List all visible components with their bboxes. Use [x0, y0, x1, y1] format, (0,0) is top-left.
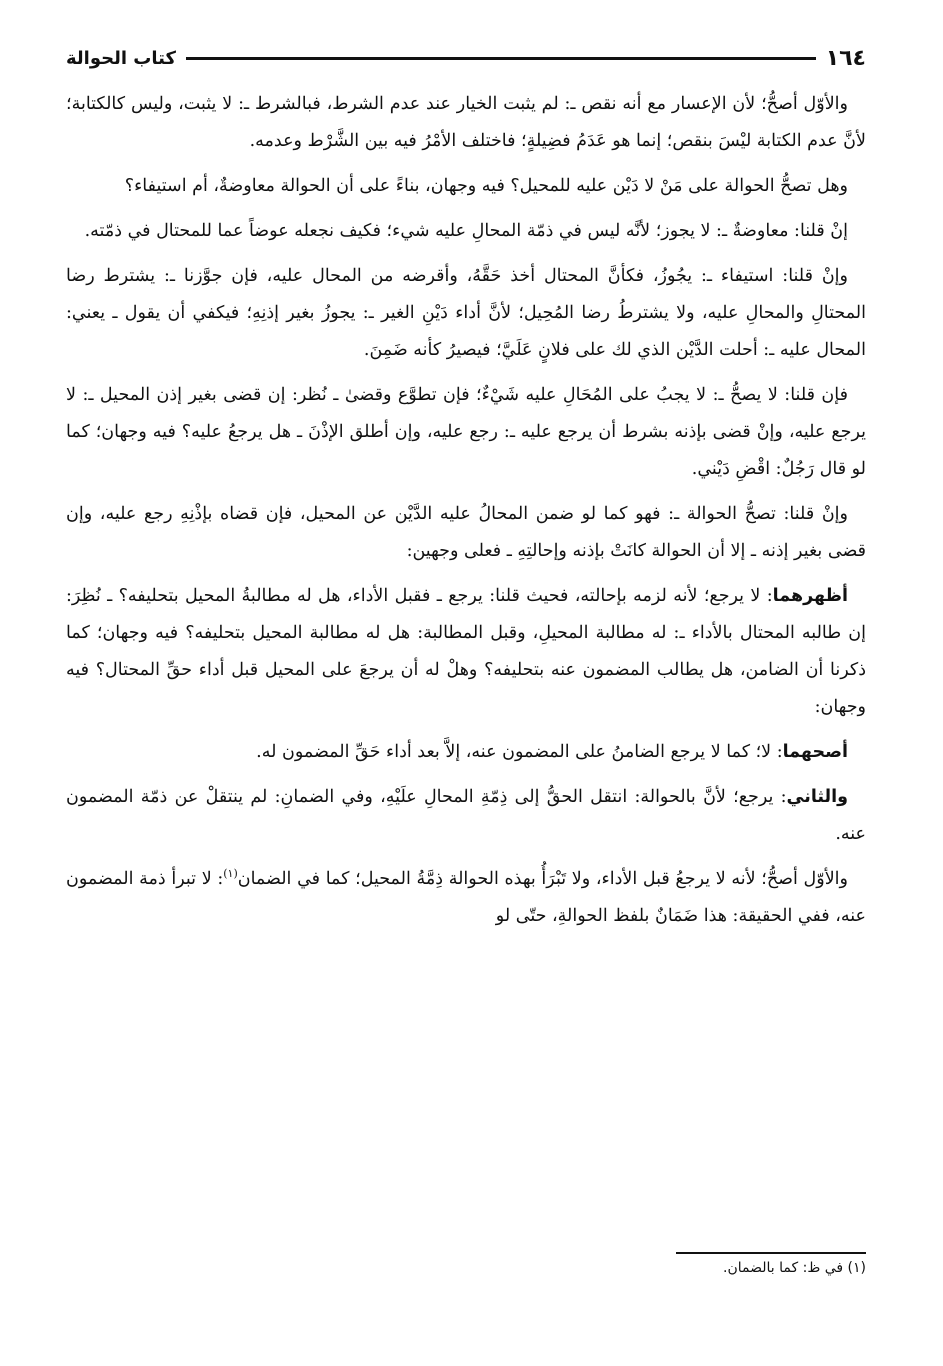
footnote-rule: [676, 1252, 866, 1254]
paragraph-lead: أصحهما: [782, 742, 848, 762]
paragraph: والأوّل أصحُّ؛ لأنه لا يرجعُ قبل الأداء، ولا تَبْرَأُ بهذه الحوالة ذِمَّةُ المحيل؛ كما في الضمان$^{(١)}$: لا تبرأ ذمة المضمون عنه، ففي الحقيقة: هذا ضَمَانٌ بلفظ الحوالةِ، حتّى لو: [66, 867, 866, 926]
main-text: [66, 86, 866, 935]
footnote-reference[interactable]: (١): [223, 867, 238, 881]
paragraph: والثاني: يرجع؛ لأنَّ بالحوالة: انتقل الحقُّ إلى ذِمّةِ المحالِ علَيْهِ، وفي الضمانِ: لم ينتقلْ عن ذمّة المضمون عنه.: [66, 787, 866, 844]
book-title: كتاب الحوالة: [66, 47, 176, 69]
paragraph: وهل تصحُّ الحوالة على مَنْ لا دَيْن عليه للمحيل؟ فيه وجهان، بناءً على أن الحوالة معاوضةٌ، أم استيفاء؟: [124, 176, 848, 196]
paragraph: والأوّل أصحُّ؛ لأن الإعسار مع أنه نقص ـ: لم يثبت الخيار عند عدم الشرط، فبالشرط ـ: لا يثبت، وليس كالكتابة؛ لأنَّ عدم الكتابة ليْسَ بنقص؛ إنما هو عَدَمُ فضِيلةٍ؛ فاختلف الأمْرُ فيه بين الشَّرْط وعدمه.: [66, 94, 866, 151]
paragraph: إنْ قلنا: معاوضةٌ ـ: لا يجوز؛ لأنَّه ليس في ذمّة المحالِ عليه شيء؛ فكيف نجعله عوضاً عما للمحتال في ذمّته.: [84, 221, 848, 241]
paragraph: أصحهما: لا؛ كما لا يرجع الضامنُ على المضمون عنه، إلاَّ بعد أداء حَقِّ المضمون له.: [256, 742, 848, 762]
footnote: (١) في ظ: كما بالضمان.: [723, 1260, 866, 1276]
page-number: ١٦٤: [825, 45, 866, 71]
paragraph-lead: والثاني: [786, 787, 848, 807]
book-page: [66, 40, 866, 1340]
paragraph: فإن قلنا: لا يصحُّ ـ: لا يجبُ على المُحَالِ عليه شَيْءٌ؛ فإن تطوَّع وقضىٰ ـ نُظر: إن قضى بغير إذن المحيل ـ: لا يرجع عليه، وإنْ قضى بإذنه بشرط أن يرجع عليه ـ: رجع عليه، وإن أطلق الإذْنَ ـ هل يرجعُ عليه؟ فيه وجهان؛ كما لو قال رَجُلٌ: اقْضِ دَيْني.: [66, 385, 866, 479]
paragraph: وإنْ قلنا: استيفاء ـ: يجُوزُ، فكأنَّ المحتال أخذ حَقَّهُ، وأقرضه من المحال عليه، فإن جوَّزنا ـ: يشترط رضا المحتالِ والمحالِ عليه، ولا يشترطُ رضا المُحِيل؛ لأنَّ أداء دَيْنِ الغير ـ: يجوزُ بغير إذنِهِ؛ فيكفي أن يقول ـ يعني: المحال عليه ـ: أحلت الدَّيْن الذي لك على فلانٍ عَلَيَّ؛ فيصيرُ كأنه ضَمِنَ.: [66, 266, 866, 360]
page-header: [66, 40, 866, 76]
paragraph: وإنْ قلنا: تصحُّ الحوالة ـ: فهو كما لو ضمن المحالُ عليه الدَّيْن عن المحيل، فإن قضاه بإذْنِهِ رجع عليه، وإن قضى بغير إذنه ـ إلا أن الحوالة كانَتْ بإذنه وإحالتِهِ ـ فعلى وجهين:: [66, 504, 866, 561]
paragraph-lead: أظهرهما: [772, 586, 848, 606]
header-rule: [186, 57, 816, 60]
paragraph: أظهرهما: لا يرجع؛ لأنه لزمه بإحالته، فحيث قلنا: يرجع ـ فقبل الأداء، هل له مطالبةُ المحيل بتحليفه؟ ـ نُظِرَ: إن طالبه المحتال بالأداء ـ: له مطالبة المحيلِ، وقبل المطالبة: هل له مطالبة المحيل بتحليفه؟ فيه وجهان؛ كما ذكرنا أن الضامن، هل يطالب المضمون عنه بتحليفه؟ وهلْ له أن يرجعَ على المحيل قبل أداء حقِّ المحتال؟ فيه وجهان:: [66, 586, 866, 717]
